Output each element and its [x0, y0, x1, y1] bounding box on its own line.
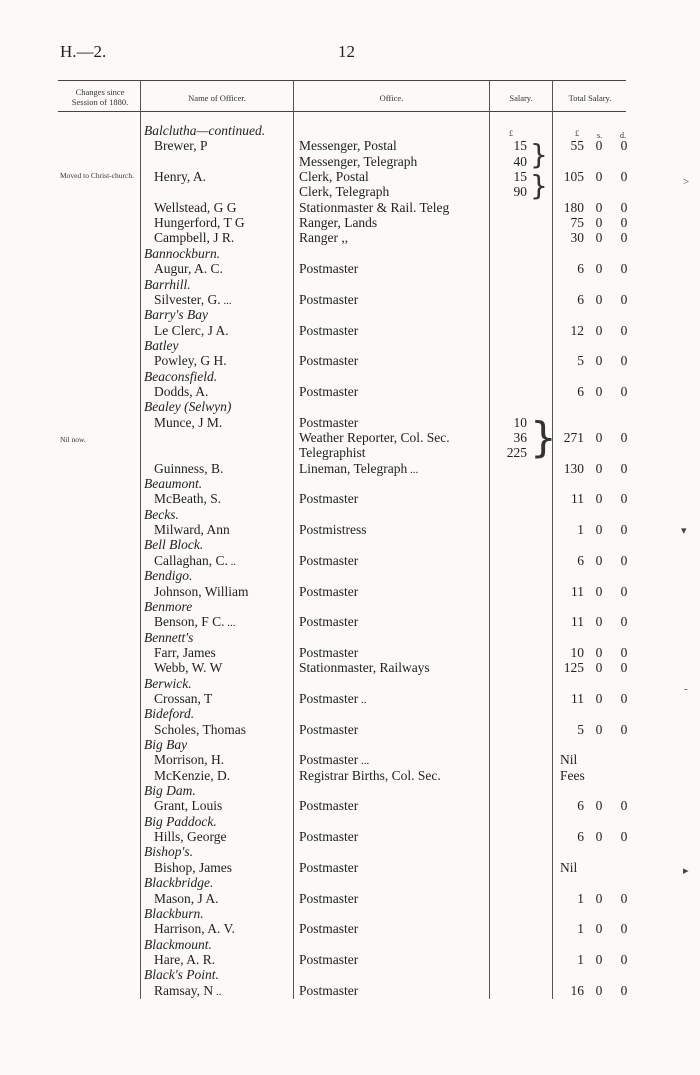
- place-heading: Bannockburn.: [144, 246, 221, 261]
- office-title: Postmaster: [299, 415, 359, 430]
- office-title: Telegraphist: [299, 445, 366, 460]
- total-shillings: 0: [595, 983, 603, 998]
- total-pence: 0: [620, 722, 628, 737]
- total-pounds: 55: [570, 138, 584, 153]
- place-heading: Big Bay: [144, 737, 188, 752]
- total-pence: 0: [620, 691, 628, 706]
- column-divider-salary: [552, 81, 553, 999]
- total-pence: 0: [620, 384, 628, 399]
- column-header-name: Name of Officer.: [188, 93, 246, 103]
- leader-dots: ..: [358, 694, 367, 706]
- place-heading: Berwick.: [144, 676, 192, 691]
- margin-mark: ▸: [683, 865, 689, 877]
- officer-name: Milward, Ann: [154, 522, 230, 537]
- office-title: Stationmaster, Railways: [299, 660, 430, 675]
- officer-name: McKenzie, D.: [154, 768, 231, 783]
- place-heading: Bennett's: [144, 630, 194, 645]
- table-header-rule: [58, 111, 626, 112]
- total-shillings: 0: [595, 292, 603, 307]
- total-shillings: 0: [595, 660, 603, 675]
- place-heading: Blackbridge.: [144, 875, 214, 890]
- total-pence: 0: [620, 353, 628, 368]
- margin-mark: >: [683, 176, 690, 188]
- margin-mark: -: [684, 683, 688, 695]
- total-shillings: 0: [595, 553, 603, 568]
- total-pounds: 130: [563, 461, 584, 476]
- document-code: H.—2.: [60, 42, 107, 61]
- change-note-moved: Moved to Christ-church.: [60, 171, 134, 180]
- officer-name: Henry, A.: [154, 169, 206, 184]
- place-heading: Barrhill.: [144, 277, 191, 292]
- total-pounds: 1: [577, 522, 584, 537]
- officer-name: Le Clerc, J A.: [154, 323, 229, 338]
- office-title: Messenger, Telegraph: [299, 154, 418, 169]
- column-header-office: Office.: [379, 93, 404, 103]
- officer-name: Augur, A. C.: [154, 261, 223, 276]
- officer-name: Farr, James: [154, 645, 216, 660]
- office-title: Postmaster: [299, 323, 359, 338]
- total-shillings: 0: [595, 200, 603, 215]
- office-title: Registrar Births, Col. Sec.: [299, 768, 441, 783]
- total-pence: 0: [620, 261, 628, 276]
- officer-name: Webb, W. W: [154, 660, 223, 675]
- officer-name: Crossan, T: [154, 691, 213, 706]
- officer-name: Bishop, James: [154, 860, 233, 875]
- total-shillings: 0: [595, 952, 603, 967]
- change-note-nil-now: Nil now.: [60, 435, 86, 444]
- officer-name: Brewer, P: [154, 138, 208, 153]
- total-shillings: 0: [595, 691, 603, 706]
- place-heading: Beaconsfield.: [144, 369, 218, 384]
- total-pence: 0: [620, 645, 628, 660]
- column-divider-name: [293, 81, 294, 999]
- place-heading: Batley: [144, 338, 179, 353]
- place-heading: Bideford.: [144, 706, 195, 721]
- office-title: Lineman, Telegraph ...: [299, 461, 419, 476]
- officer-name: Harrison, A. V.: [154, 921, 235, 936]
- total-pounds: 6: [577, 292, 584, 307]
- total-note: Fees: [560, 768, 585, 783]
- shilling-heading: s.: [597, 131, 603, 140]
- place-heading: Barry's Bay: [144, 307, 208, 322]
- total-pence: 0: [620, 584, 628, 599]
- office-title: Postmistress: [299, 522, 367, 537]
- salary-amount: 15: [513, 169, 527, 184]
- place-heading: Balclutha—continued.: [144, 123, 266, 138]
- officer-name: Morrison, H.: [154, 752, 225, 767]
- salary-brace: }: [530, 169, 548, 202]
- office-title: Clerk, Postal: [299, 169, 369, 184]
- officer-name: Guinness, B.: [154, 461, 224, 476]
- total-shillings: 0: [595, 461, 603, 476]
- total-pounds: 105: [563, 169, 584, 184]
- office-title: Ranger ,,: [299, 230, 349, 245]
- salary-amount: 90: [513, 184, 527, 199]
- place-heading: Bell Block.: [144, 537, 204, 552]
- total-shillings: 0: [595, 614, 603, 629]
- total-pounds: 180: [563, 200, 584, 215]
- office-title: Postmaster: [299, 722, 359, 737]
- officer-name: Callaghan, C. ..: [154, 553, 237, 568]
- salary-amount: 225: [506, 445, 527, 460]
- total-shillings: 0: [595, 491, 603, 506]
- office-title: Postmaster: [299, 829, 359, 844]
- total-shillings: 0: [595, 384, 603, 399]
- total-shillings: 0: [595, 169, 603, 184]
- total-pound-sign: £: [575, 129, 579, 138]
- total-shillings: 0: [595, 829, 603, 844]
- total-pence: 0: [620, 522, 628, 537]
- officer-name: McBeath, S.: [154, 491, 222, 506]
- total-pence: 0: [620, 323, 628, 338]
- table-top-rule: [58, 80, 626, 81]
- total-pounds: 6: [577, 261, 584, 276]
- column-header-changes: Changes since Session of 1880.: [71, 87, 129, 107]
- office-title: Postmaster: [299, 921, 359, 936]
- total-pence: 0: [620, 200, 628, 215]
- leader-dots: ...: [407, 464, 419, 476]
- officer-name: Hare, A. R.: [154, 952, 216, 967]
- office-title: Stationmaster & Rail. Teleg: [299, 200, 450, 215]
- total-shillings: 0: [595, 323, 603, 338]
- pence-heading: d.: [620, 131, 626, 140]
- column-divider-changes: [140, 81, 141, 999]
- office-title: Postmaster: [299, 798, 359, 813]
- total-pounds: 12: [570, 323, 584, 338]
- officer-name: Wellstead, G G: [154, 200, 237, 215]
- officer-name: Campbell, J R.: [154, 230, 235, 245]
- place-heading: Big Paddock.: [144, 814, 217, 829]
- office-title: Ranger, Lands: [299, 215, 378, 230]
- total-pence: 0: [620, 891, 628, 906]
- total-shillings: 0: [595, 798, 603, 813]
- total-pence: 0: [620, 138, 628, 153]
- total-pence: 0: [620, 553, 628, 568]
- place-heading: Bealey (Selwyn): [144, 399, 232, 414]
- leader-dots: ..: [213, 986, 222, 998]
- office-title: Postmaster: [299, 292, 359, 307]
- total-shillings: 0: [595, 921, 603, 936]
- total-pounds: 75: [570, 215, 584, 230]
- column-divider-office: [489, 81, 490, 999]
- office-title: Messenger, Postal: [299, 138, 397, 153]
- place-heading: Blackmount.: [144, 937, 212, 952]
- office-title: Postmaster: [299, 614, 359, 629]
- salary-amount: 40: [513, 154, 527, 169]
- total-shillings: 0: [595, 584, 603, 599]
- total-shillings: 0: [595, 891, 603, 906]
- place-heading: Blackburn.: [144, 906, 204, 921]
- total-pence: 0: [620, 798, 628, 813]
- office-title: Postmaster: [299, 645, 359, 660]
- office-title: Postmaster: [299, 553, 359, 568]
- total-shillings: 0: [595, 215, 603, 230]
- officer-name: Silvester, G. ...: [154, 292, 232, 307]
- total-note: Nil: [560, 860, 578, 875]
- total-shillings: 0: [595, 353, 603, 368]
- total-pence: 0: [620, 614, 628, 629]
- place-heading: Black's Point.: [144, 967, 219, 982]
- place-heading: Bishop's.: [144, 844, 194, 859]
- officer-name: Dodds, A.: [154, 384, 209, 399]
- office-title: Weather Reporter, Col. Sec.: [299, 430, 450, 445]
- officer-name: Powley, G H.: [154, 353, 227, 368]
- place-heading: Benmore: [144, 599, 193, 614]
- officer-name: Johnson, William: [154, 584, 249, 599]
- leader-dots: ...: [224, 617, 236, 629]
- total-shillings: 0: [595, 430, 603, 445]
- place-heading: Big Dam.: [144, 783, 196, 798]
- total-shillings: 0: [595, 645, 603, 660]
- officer-name: Ramsay, N ..: [154, 983, 222, 998]
- total-pence: 0: [620, 215, 628, 230]
- total-shillings: 0: [595, 230, 603, 245]
- salary-amount: 10: [513, 415, 527, 430]
- total-pounds: 6: [577, 384, 584, 399]
- total-pounds: 1: [577, 952, 584, 967]
- office-title: Postmaster: [299, 261, 359, 276]
- office-title: Postmaster: [299, 584, 359, 599]
- office-title: Postmaster: [299, 983, 359, 998]
- column-header-total-salary: Total Salary.: [568, 93, 612, 103]
- salary-brace: }: [530, 413, 557, 462]
- officer-name: Scholes, Thomas: [154, 722, 246, 737]
- total-pounds: 11: [571, 614, 584, 629]
- total-pounds: 125: [563, 660, 584, 675]
- total-pence: 0: [620, 430, 628, 445]
- total-shillings: 0: [595, 138, 603, 153]
- total-pence: 0: [620, 230, 628, 245]
- total-pence: 0: [620, 169, 628, 184]
- office-title: Postmaster: [299, 384, 359, 399]
- page-number: 12: [338, 42, 355, 61]
- total-shillings: 0: [595, 722, 603, 737]
- margin-mark: ▾: [681, 525, 687, 537]
- office-title: Postmaster ...: [299, 752, 370, 767]
- total-pounds: 16: [570, 983, 584, 998]
- total-pounds: 11: [571, 691, 584, 706]
- leader-dots: ...: [220, 295, 232, 307]
- officer-name: Hills, George: [154, 829, 227, 844]
- office-title: Postmaster: [299, 491, 359, 506]
- total-pence: 0: [620, 952, 628, 967]
- total-pounds: 1: [577, 891, 584, 906]
- office-title: Postmaster: [299, 353, 359, 368]
- total-pence: 0: [620, 983, 628, 998]
- total-pence: 0: [620, 829, 628, 844]
- salary-amount: 15: [513, 138, 527, 153]
- total-pounds: 1: [577, 921, 584, 936]
- office-title: Postmaster: [299, 860, 359, 875]
- total-shillings: 0: [595, 522, 603, 537]
- officer-name: Hungerford, T G: [154, 215, 245, 230]
- total-shillings: 0: [595, 261, 603, 276]
- total-pounds: 11: [571, 584, 584, 599]
- total-pounds: 10: [570, 645, 584, 660]
- column-header-salary: Salary.: [509, 93, 533, 103]
- office-title: Clerk, Telegraph: [299, 184, 390, 199]
- leader-dots: ...: [358, 755, 370, 767]
- total-pounds: 6: [577, 798, 584, 813]
- officer-name: Grant, Louis: [154, 798, 223, 813]
- salary-brace: }: [530, 138, 548, 171]
- salary-pound-sign: £: [509, 129, 513, 138]
- total-pounds: 6: [577, 553, 584, 568]
- place-heading: Becks.: [144, 507, 179, 522]
- total-pence: 0: [620, 921, 628, 936]
- office-title: Postmaster: [299, 891, 359, 906]
- total-pence: 0: [620, 292, 628, 307]
- total-pounds: 6: [577, 829, 584, 844]
- officer-name: Munce, J M.: [154, 415, 223, 430]
- total-pence: 0: [620, 461, 628, 476]
- place-heading: Beaumont.: [144, 476, 203, 491]
- total-pounds: 5: [577, 353, 584, 368]
- total-note: Nil: [560, 752, 578, 767]
- total-pounds: 271: [563, 430, 584, 445]
- office-title: Postmaster ..: [299, 691, 367, 706]
- officer-name: Benson, F C. ...: [154, 614, 236, 629]
- salary-amount: 36: [513, 430, 527, 445]
- total-pounds: 30: [570, 230, 584, 245]
- total-pounds: 11: [571, 491, 584, 506]
- total-pounds: 5: [577, 722, 584, 737]
- office-title: Postmaster: [299, 952, 359, 967]
- place-heading: Bendigo.: [144, 568, 193, 583]
- total-pence: 0: [620, 660, 628, 675]
- leader-dots: ..: [227, 556, 237, 568]
- officer-name: Mason, J A.: [154, 891, 219, 906]
- total-pence: 0: [620, 491, 628, 506]
